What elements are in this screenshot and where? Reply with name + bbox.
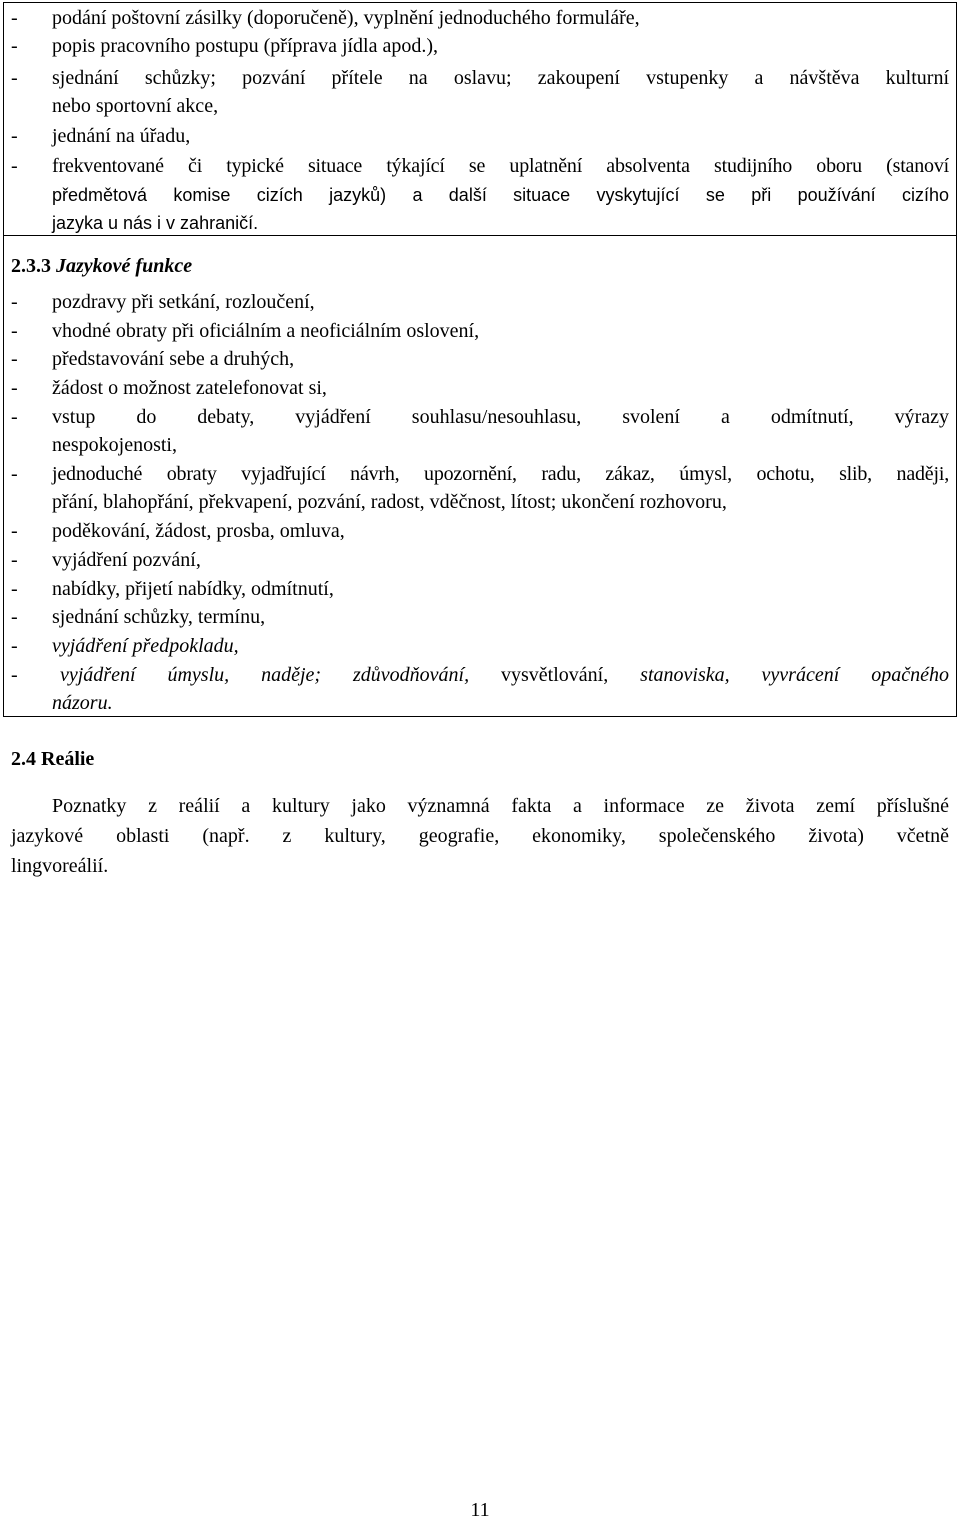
section-number: 2.3.3 — [11, 255, 51, 277]
list-item: vhodné obraty při oficiálním a neoficiálním oslovení, — [52, 320, 480, 342]
list-item: sjednání schůzky; pozvání přítele na oslavu; zakoupení vstupenky a návštěva kulturní — [52, 67, 949, 89]
list-item: vyjádření úmyslu, naděje; zdůvodňování, vysvětlování, stanoviska, vyvrácení opačného — [60, 664, 949, 686]
list-item: vyjádření pozvání, — [52, 549, 201, 571]
list-item: nabídky, přijetí nabídky, odmítnutí, — [52, 578, 334, 600]
list-item-continuation: přání, blahopřání, překvapení, pozvání, radost, vděčnost, lítost; ukončení rozhovoru, — [52, 491, 727, 513]
list-item-continuation: názoru. — [52, 692, 113, 714]
paragraph-line: Poznatky z reálií a kultury jako významná fakta a informace ze života zemí příslušné — [52, 795, 949, 817]
list-item: vyjádření předpokladu, — [52, 635, 239, 657]
list-item: žádost o možnost zatelefonovat si, — [52, 377, 327, 399]
list-item-continuation: nebo sportovní akce, — [52, 95, 219, 117]
list-item: jednání na úřadu, — [52, 125, 191, 147]
page-number: 11 — [470, 1499, 490, 1521]
section-heading-2-3-3 — [11, 252, 192, 280]
section-title: Reálie — [41, 748, 95, 770]
section-heading-2-4 — [11, 745, 94, 773]
list-item: sjednání schůzky, termínu, — [52, 606, 266, 628]
list-item: popis pracovního postupu (příprava jídla apod.), — [52, 35, 439, 57]
paragraph-line: lingvoreálií. — [11, 855, 109, 877]
section-number: 2.4 — [11, 748, 36, 770]
list-item: jednoduché obraty vyjadřující návrh, upozornění, radu, zákaz, úmysl, ochotu, slib, naději, — [52, 463, 949, 485]
list-item: představování sebe a druhých, — [52, 348, 295, 370]
section-title: Jazykové funkce — [56, 255, 193, 277]
paragraph-line: jazykové oblasti (např. z kultury, geografie, ekonomiky, společenského života) včetně — [11, 825, 949, 847]
list-item: pozdravy při setkání, rozloučení, — [52, 291, 315, 313]
list-item-continuation: předmětová komise cizích jazyků) a další situace vyskytující se při používání cizího — [52, 185, 949, 205]
list-item: podání poštovní zásilky (doporučeně), vyplnění jednoduchého formuláře, — [52, 7, 640, 29]
list-item: frekventované či typické situace týkající se uplatnění absolventa studijního oboru (stanoví — [52, 155, 949, 177]
list-item-continuation: nespokojenosti, — [52, 434, 177, 456]
list-item: vstup do debaty, vyjádření souhlasu/nesouhlasu, svolení a odmítnutí, výrazy — [52, 406, 949, 428]
list-item-continuation: jazyka u nás i v zahraničí. — [52, 213, 259, 233]
list-item: poděkování, žádost, prosba, omluva, — [52, 520, 345, 542]
